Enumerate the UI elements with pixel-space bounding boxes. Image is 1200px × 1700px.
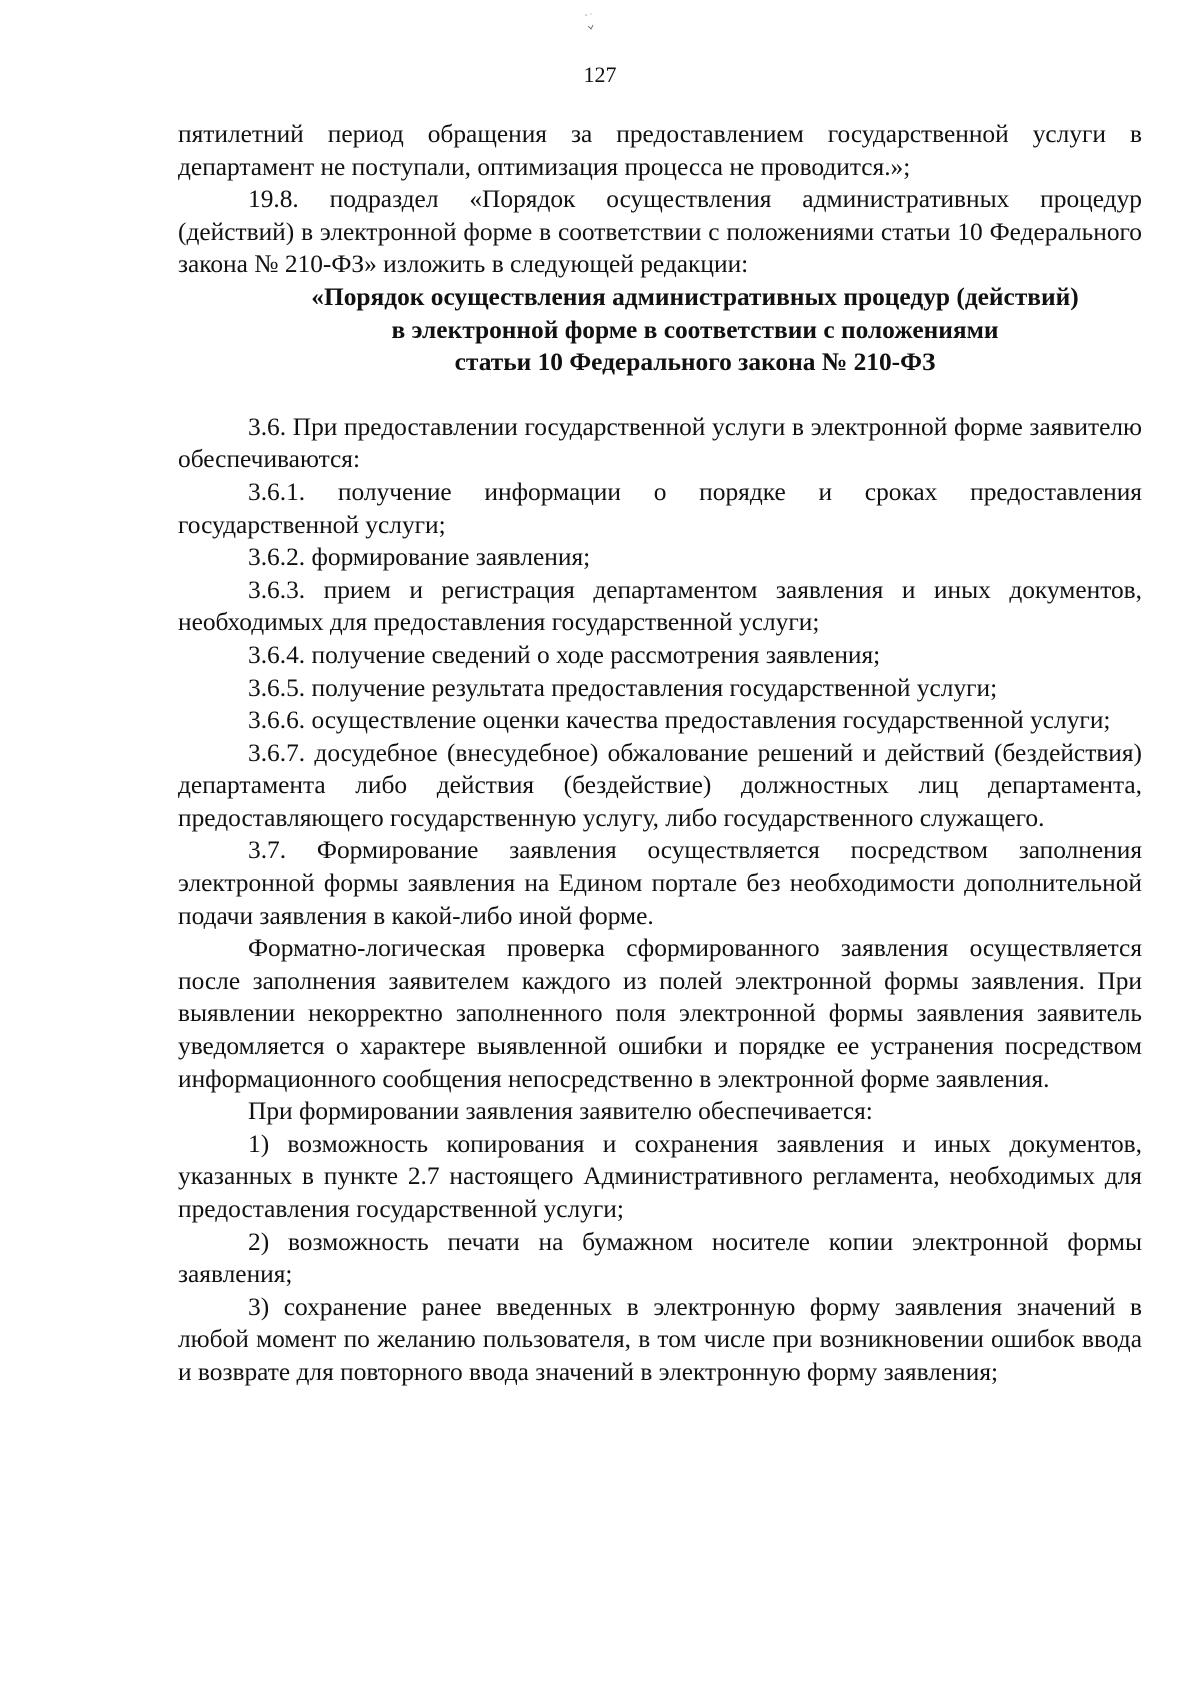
- paragraph-3-6-5: 3.6.5. получение результата предоставления государственной услуги;: [248, 673, 998, 702]
- paragraph-continuation: пятилетний период обращения за предоставлением государственной услуги в департамент не поступали, оптимизация процесса не проводится.»;: [178, 120, 1142, 181]
- list-item-3: 3) сохранение ранее введенных в электронную форму заявления значений в любой момент по желанию пользователя, в том числе при возникновении ошибок ввода и возврате для повторного ввода значений в электронную форму заявления;: [178, 1292, 1142, 1386]
- list-item-2: 2) возможность печати на бумажном носителе копии электронной формы заявления;: [178, 1227, 1142, 1289]
- document-body: [178, 118, 1142, 1389]
- scan-speck-icon: [580, 10, 602, 32]
- paragraph-3-6-3: 3.6.3. прием и регистрация департаментом заявления и иных документов, необходимых для предоставления государственной услуги;: [178, 575, 1142, 637]
- section-heading: [178, 281, 1142, 379]
- paragraph-3-6-7: 3.6.7. досудебное (внесудебное) обжалование решений и действий (бездействия) департамента либо действия (бездействие) должностных лиц департамента, предоставляющего государственную услугу, либо государственного служащего.: [178, 738, 1142, 832]
- paragraph-3-6-1: 3.6.1. получение информации о порядке и сроках предоставления государственной услуги;: [178, 477, 1142, 539]
- paragraph-3-6: 3.6. При предоставлении государственной услуги в электронной форме заявителю обеспечиваются:: [178, 412, 1142, 474]
- paragraph-19-8: 19.8. подраздел «Порядок осуществления административных процедур (действий) в электронной форме в соответствии с положениями статьи 10 Федерального закона № 210-ФЗ» изложить в следующей редакции:: [178, 185, 1142, 279]
- paragraph-3-6-2: 3.6.2. формирование заявления;: [248, 543, 591, 572]
- heading-line-1: «Порядок осуществления административных процедур (действий): [311, 282, 1079, 311]
- page-number: 127: [583, 62, 617, 87]
- paragraph-3-6-4: 3.6.4. получение сведений о ходе рассмотрения заявления;: [248, 640, 881, 669]
- paragraph-form-provision: При формировании заявления заявителю обеспечивается:: [248, 1097, 873, 1126]
- heading-line-3: статьи 10 Федерального закона № 210-ФЗ: [454, 348, 936, 377]
- heading-line-2: в электронной форме в соответствии с положениями: [391, 315, 999, 344]
- paragraph-3-6-6: 3.6.6. осуществление оценки качества предоставления государственной услуги;: [248, 706, 1111, 735]
- list-item-1: 1) возможность копирования и сохранения заявления и иных документов, указанных в пункте 2.7 настоящего Административного регламента, необходимых для предоставления государственной услуги;: [178, 1129, 1142, 1223]
- paragraph-format-check: Форматно-логическая проверка сформированного заявления осуществляется после заполнения заявителем каждого из полей электронной формы заявления. При выявлении некорректно заполненного поля электронной формы заявления заявитель уведомляется о характере выявленной ошибки и порядке ее устранения посредством информационного сообщения непосредственно в электронной форме заявления.: [178, 934, 1142, 1093]
- paragraph-3-7: 3.7. Формирование заявления осуществляется посредством заполнения электронной формы заявления на Едином портале без необходимости дополнительной подачи заявления в какой-либо иной форме.: [178, 836, 1142, 930]
